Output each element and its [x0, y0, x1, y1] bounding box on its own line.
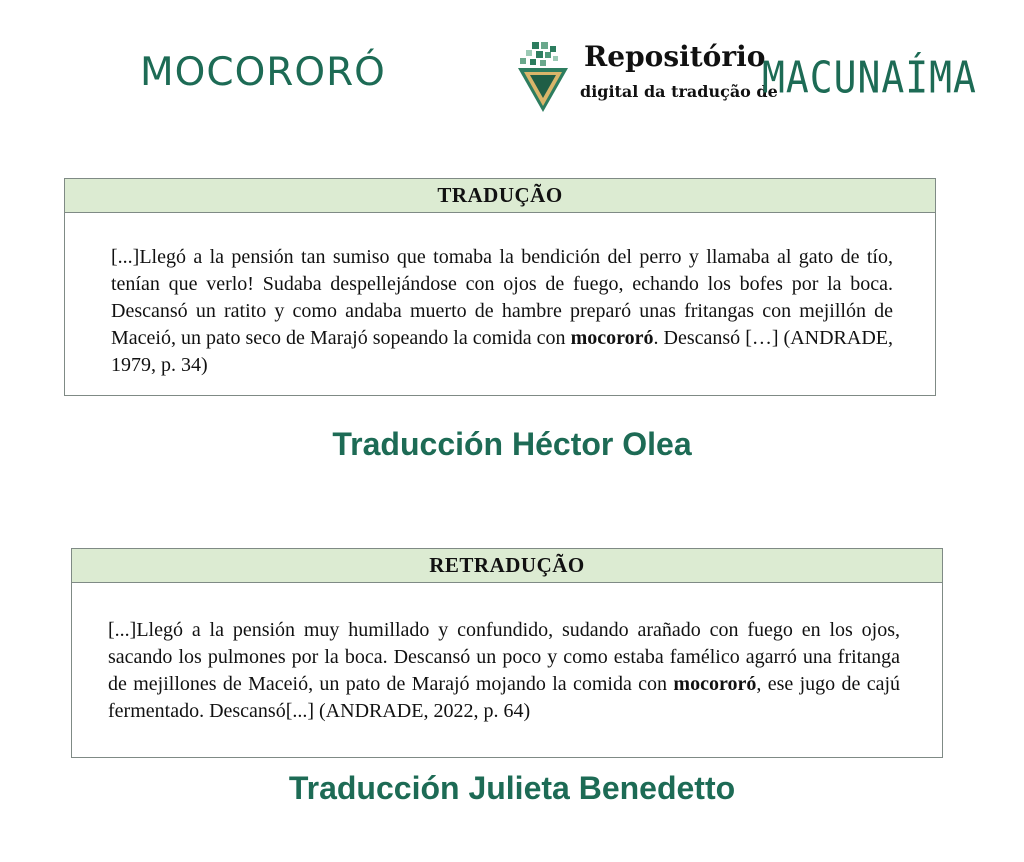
logo-title: Repositório — [584, 40, 766, 73]
retranslation-box — [71, 548, 943, 758]
repository-logo — [512, 38, 977, 116]
retranslation-quote — [72, 583, 942, 725]
logo-subtitle: digital da tradução de — [580, 82, 778, 101]
quote-citation: . Descansó […] (ANDRADE, 1979, p. 34) — [111, 327, 893, 376]
retranslation-caption: Traducción Julieta Benedetto — [288, 770, 736, 806]
quote-text: [...]Llegó a la pensión tan sumiso que tomaba la bendición del perro y llamaba al gato de tío, tenían que verlo! Sudaba despellejándose con ojos de fuego, echando los bofes por la boca. Descansó un ratito y como andaba muerto de hambre preparó unas fritangas con mejillón de Maceió, un pato seco de Marajó sopeando la comida con — [111, 246, 893, 349]
translation-caption: Traducción Héctor Olea — [332, 426, 692, 462]
logo-emblem-icon — [512, 38, 578, 116]
quote-highlight: mocororó — [673, 673, 757, 695]
translation-quote — [65, 213, 935, 379]
quote-text: [...]Llegó a la pensión muy humillado y confundido, sudando arañado con fuego en los ojos, sacando los pulmones por la boca. Descansó un poco y como estaba famélico agarró una fritanga de mejillones de Maceió, un pato de Marajó mojando la comida con — [108, 619, 900, 695]
quote-citation: , ese jugo de cajú fermentado. Descansó[...] (ANDRADE, 2022, p. 64) — [108, 673, 900, 722]
quote-highlight: mocororó — [570, 327, 654, 349]
retranslation-heading: RETRADUÇÃO — [72, 549, 942, 583]
logo-brand: MACUNAÍMA — [762, 52, 977, 103]
translation-box — [64, 178, 936, 396]
translation-heading: TRADUÇÃO — [65, 179, 935, 213]
term-title: MOCORORÓ — [140, 50, 386, 95]
